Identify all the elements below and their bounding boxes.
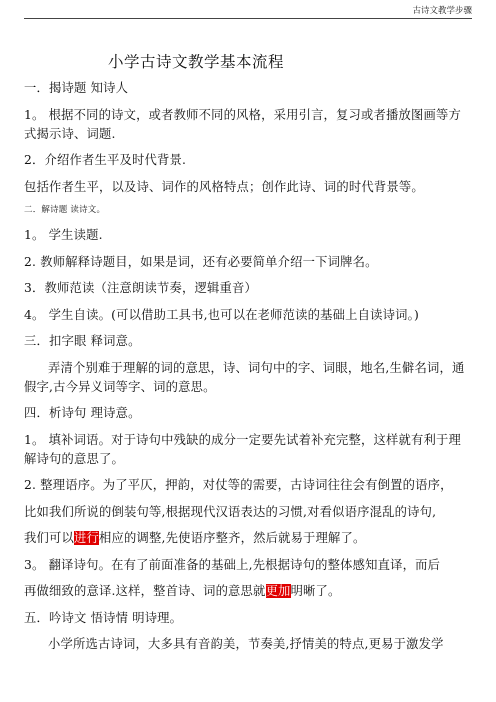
text-run: 我们可以 bbox=[24, 531, 74, 545]
highlighted-text: 更加 bbox=[265, 584, 291, 598]
paragraph-1-2: 2．介绍作者生平及时代背景. bbox=[24, 153, 187, 167]
paragraph-4-3-line-1: 3。 翻译诗句。在有了前面准备的基础上,先根据诗句的整体感知直译，而后 bbox=[24, 557, 441, 572]
paragraph-4-2-line-1: 2. 整理语序。为了平仄，押韵，对仗等的需要，古诗词往往会有倒置的语序， bbox=[24, 478, 453, 492]
section-heading-3: 三．扣字眼 释词意。 bbox=[24, 334, 141, 348]
header-rule bbox=[24, 18, 472, 19]
highlighted-text: 进行 bbox=[74, 531, 99, 545]
paragraph-2-4: 4。 学生自读。(可以借助工具书,也可以在老师范读的基础上自读诗词。) bbox=[24, 307, 419, 322]
section-heading-4: 四．析诗句 理诗意。 bbox=[24, 406, 141, 420]
text-run: 相应的调整,先使语序整齐，然后就易于理解了。 bbox=[99, 531, 366, 545]
running-header: 古诗文教学步骤 bbox=[412, 6, 472, 16]
paragraph-1-3: 包括作者生平，以及诗、词作的风格特点；创作此诗、词的时代背景等。 bbox=[24, 179, 424, 194]
paragraph-4-2-line-2: 比如我们所说的倒装句等,根据现代汉语表达的习惯,对看似语序混乱的诗句, bbox=[24, 504, 437, 519]
paragraph-1-1: 1。 根据不同的诗文，或者教师不同的风格，采用引言，复习或者播放图画等方式揭示诗、词题. bbox=[24, 107, 462, 141]
paragraph-2-1: 1。 学生读题. bbox=[24, 228, 103, 242]
paragraph-3-1: 弄清个别难于理解的词的意思，诗、词句中的字、词眼，地名,生僻名词，通假字,古今异义词等字、词的意思。 bbox=[24, 360, 465, 394]
section-heading-5: 五．吟诗文 悟诗情 明诗理。 bbox=[24, 610, 183, 625]
section-heading-2: 二．解诗题 读诗文。 bbox=[24, 205, 106, 215]
document-body bbox=[24, 79, 472, 662]
text-run: 再做细致的意译.这样，整首诗、词的意思就 bbox=[24, 584, 266, 598]
paragraph-4-3-line-2 bbox=[24, 582, 472, 601]
page-title: 小学古诗文教学基本流程 bbox=[107, 53, 284, 71]
section-heading-1: 一．揭诗题 知诗人 bbox=[24, 81, 129, 95]
text-run: 明晰了。 bbox=[290, 584, 341, 598]
paragraph-4-2-line-3 bbox=[24, 529, 472, 548]
paragraph-2-3: 3．教师范读（注意朗读节奏，逻辑重音） bbox=[24, 281, 257, 295]
paragraph-2-2: 2. 教师解释诗题目，如果是词，还有必要简单介绍一下词牌名。 bbox=[24, 254, 378, 269]
paragraph-4-1: 1。 填补词语。对于诗句中残缺的成分一定要先试着补充完整，这样就有利于理解诗句的意思了。 bbox=[24, 432, 462, 466]
paragraph-5-1: 小学所选古诗词，大多具有音韵美，节奏美,抒情美的特点,更易于激发学 bbox=[48, 637, 444, 651]
